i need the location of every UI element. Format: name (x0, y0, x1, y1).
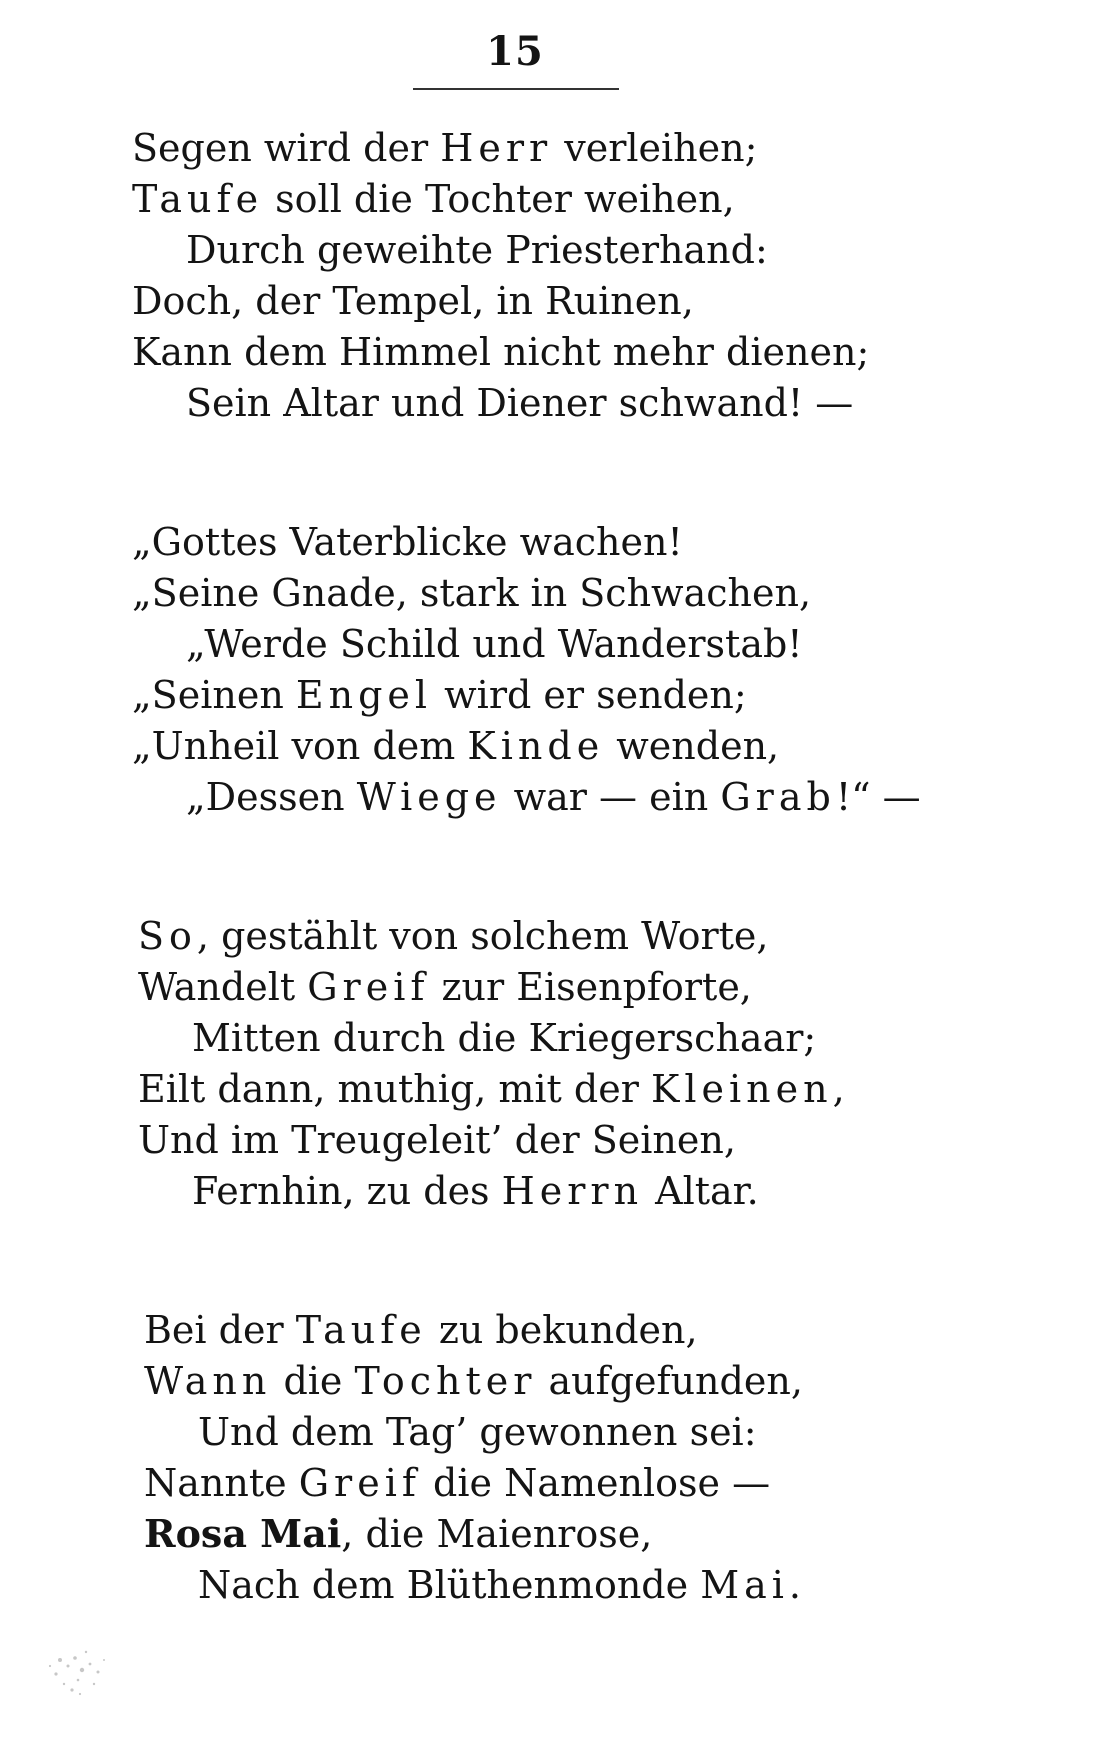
text-segment: „Seine Gnade, stark in Schwachen, (132, 571, 812, 615)
text-segment: „Gottes Vaterblicke wachen! (132, 520, 683, 564)
text-segment: Wandelt (138, 965, 308, 1009)
text-segment: die (271, 1359, 355, 1403)
verse-line (192, 1016, 816, 1060)
text-segment: Sein Altar und Diener schwand! — (186, 381, 854, 425)
verse-line (132, 724, 779, 768)
verse-line (132, 126, 757, 170)
verse-line (132, 279, 694, 323)
text-segment: verleihen; (552, 126, 758, 170)
verse-line (144, 1461, 770, 1505)
emphasized-word: Grab (720, 775, 836, 819)
verse-line (132, 673, 747, 717)
verse-line (132, 571, 811, 615)
text-segment: Doch, der Tempel, in Ruinen, (132, 279, 694, 323)
text-segment: Kann dem Himmel nicht mehr dienen; (132, 330, 870, 374)
text-segment: Eilt dann, muthig, mit der (138, 1067, 651, 1111)
verse-line (198, 1410, 757, 1454)
emphasized-word: Greif (307, 965, 430, 1009)
paper-speckle (20, 1600, 160, 1720)
text-segment: , die Maienrose, (341, 1512, 653, 1556)
emphasized-word: Mai (700, 1563, 789, 1607)
text-segment: „Unheil von dem (132, 724, 468, 768)
text-segment: , (832, 1067, 845, 1111)
verse-line (198, 1563, 801, 1607)
emphasized-word: Engel (295, 673, 433, 717)
text-segment: , gestählt von solchem Worte, (196, 914, 769, 958)
verse-line (186, 622, 803, 666)
header-rule (413, 88, 619, 90)
verse-line (186, 775, 921, 819)
text-segment: Und dem Tag’ gewonnen sei: (198, 1410, 757, 1454)
text-segment: !“ — (835, 775, 921, 819)
emphasized-word: Taufe (295, 1308, 427, 1352)
text-segment: die Namenlose — (420, 1461, 771, 1505)
verse-line (132, 177, 735, 221)
text-segment: . (788, 1563, 802, 1607)
text-segment: war — ein (501, 775, 721, 819)
text-segment: Altar. (643, 1169, 759, 1213)
verse-line (132, 330, 869, 374)
text-segment: Segen wird der (132, 126, 441, 170)
text-segment: wenden, (604, 724, 780, 768)
emphasized-word: Kleinen (650, 1067, 833, 1111)
emphasized-word: Wiege (356, 775, 502, 819)
emphasized-word: Greif (298, 1461, 421, 1505)
verse-line (186, 228, 768, 272)
text-segment: aufgefunden, (536, 1359, 803, 1403)
text-segment: wird er senden; (432, 673, 747, 717)
emphasized-word: Taufe (132, 177, 264, 221)
verse-line (138, 965, 752, 1009)
emphasized-word: Wann (144, 1359, 272, 1403)
emphasized-word: Kinde (467, 724, 605, 768)
verse-line (132, 520, 683, 564)
text-segment: Nach dem Blüthenmonde (198, 1563, 701, 1607)
text-segment: Und im Treugeleit’ der Seinen, (138, 1118, 736, 1162)
text-segment: Bei der (144, 1308, 296, 1352)
verse-line (192, 1169, 759, 1213)
verse-line (138, 914, 768, 958)
text-segment: Mitten durch die Kriegerschaar; (192, 1016, 817, 1060)
text-segment: „Dessen (186, 775, 357, 819)
verse-line (144, 1308, 698, 1352)
emphasized-word: Herrn (501, 1169, 644, 1213)
verse-line (186, 381, 853, 425)
verse-line (144, 1512, 652, 1556)
verse-line (138, 1067, 845, 1111)
emphasized-word: So (138, 914, 197, 958)
emphasized-word: Tochter (354, 1359, 537, 1403)
text-segment: Durch geweihte Priesterhand: (186, 228, 768, 272)
text-segment: Nannte (144, 1461, 299, 1505)
text-segment: soll die Tochter weihen, (263, 177, 735, 221)
text-segment: zu bekunden, (426, 1308, 698, 1352)
verse-line (138, 1118, 736, 1162)
text-segment: Fernhin, zu des (192, 1169, 502, 1213)
emphasized-word: Herr (440, 126, 553, 170)
text-segment: „Werde Schild und Wanderstab! (186, 622, 803, 666)
verse-line (144, 1359, 803, 1403)
text-segment: „Seinen (132, 673, 296, 717)
text-segment: zur Eisenpforte, (429, 965, 752, 1009)
page-number: 15 (486, 28, 544, 75)
bold-name: Rosa Mai (144, 1511, 342, 1556)
